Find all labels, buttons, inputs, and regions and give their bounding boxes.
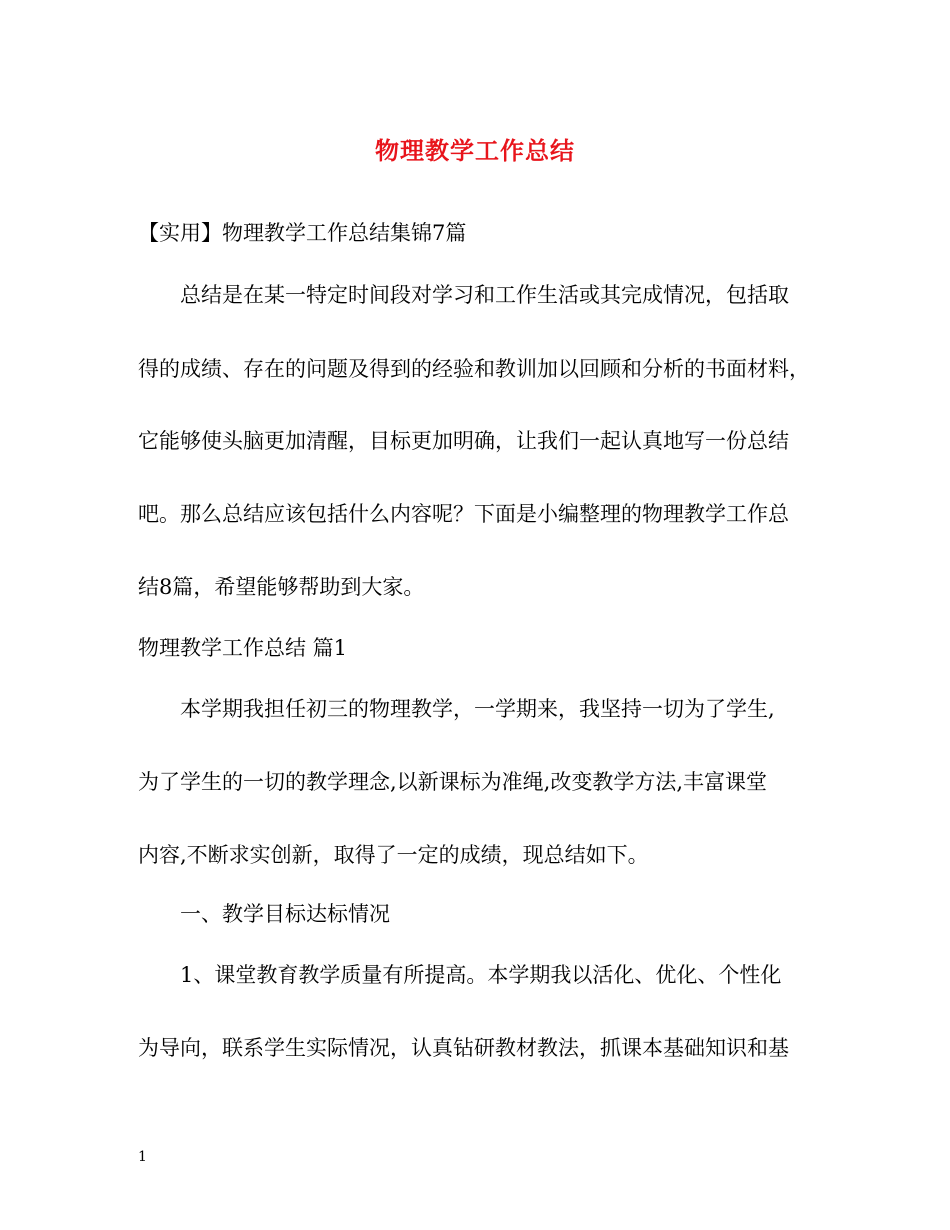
body-paragraph-line-2: 为了学生的一切的教学理念,以新课标为准绳,改变教学方法,丰富课堂 [138, 770, 768, 794]
item-paragraph-line-1: 1、课堂教育教学质量有所提高。本学期我以活化、优化、个性化 [180, 963, 782, 987]
subtitle-line: 【实用】物理教学工作总结集锦7篇 [138, 221, 467, 245]
intro-paragraph-line-2: 得的成绩、存在的问题及得到的经验和教训加以回顾和分析的书面材料， [138, 357, 810, 381]
page-number: 1 [138, 1149, 147, 1165]
intro-paragraph-line-3: 它能够使头脑更加清醒，目标更加明确，让我们一起认真地写一份总结 [138, 429, 789, 453]
section-heading: 物理教学工作总结 篇1 [138, 636, 348, 660]
intro-paragraph-line-1: 总结是在某一特定时间段对学习和工作生活或其完成情况，包括取 [180, 283, 789, 307]
body-paragraph-line-3: 内容,不断求实创新，取得了一定的成绩，现总结如下。 [138, 843, 649, 867]
subsection-heading: 一、教学目标达标情况 [180, 902, 390, 926]
intro-paragraph-line-5: 结8篇，希望能够帮助到大家。 [138, 575, 425, 599]
document-title: 物理教学工作总结 [375, 136, 575, 165]
intro-paragraph-line-4: 吧。那么总结应该包括什么内容呢？下面是小编整理的物理教学工作总 [138, 502, 789, 526]
body-paragraph-line-1: 本学期我担任初三的物理教学，一学期来，我坚持一切为了学生, [180, 697, 775, 721]
item-paragraph-line-2: 为导向，联系学生实际情况，认真钻研教材教法，抓课本基础知识和基 [138, 1036, 789, 1060]
